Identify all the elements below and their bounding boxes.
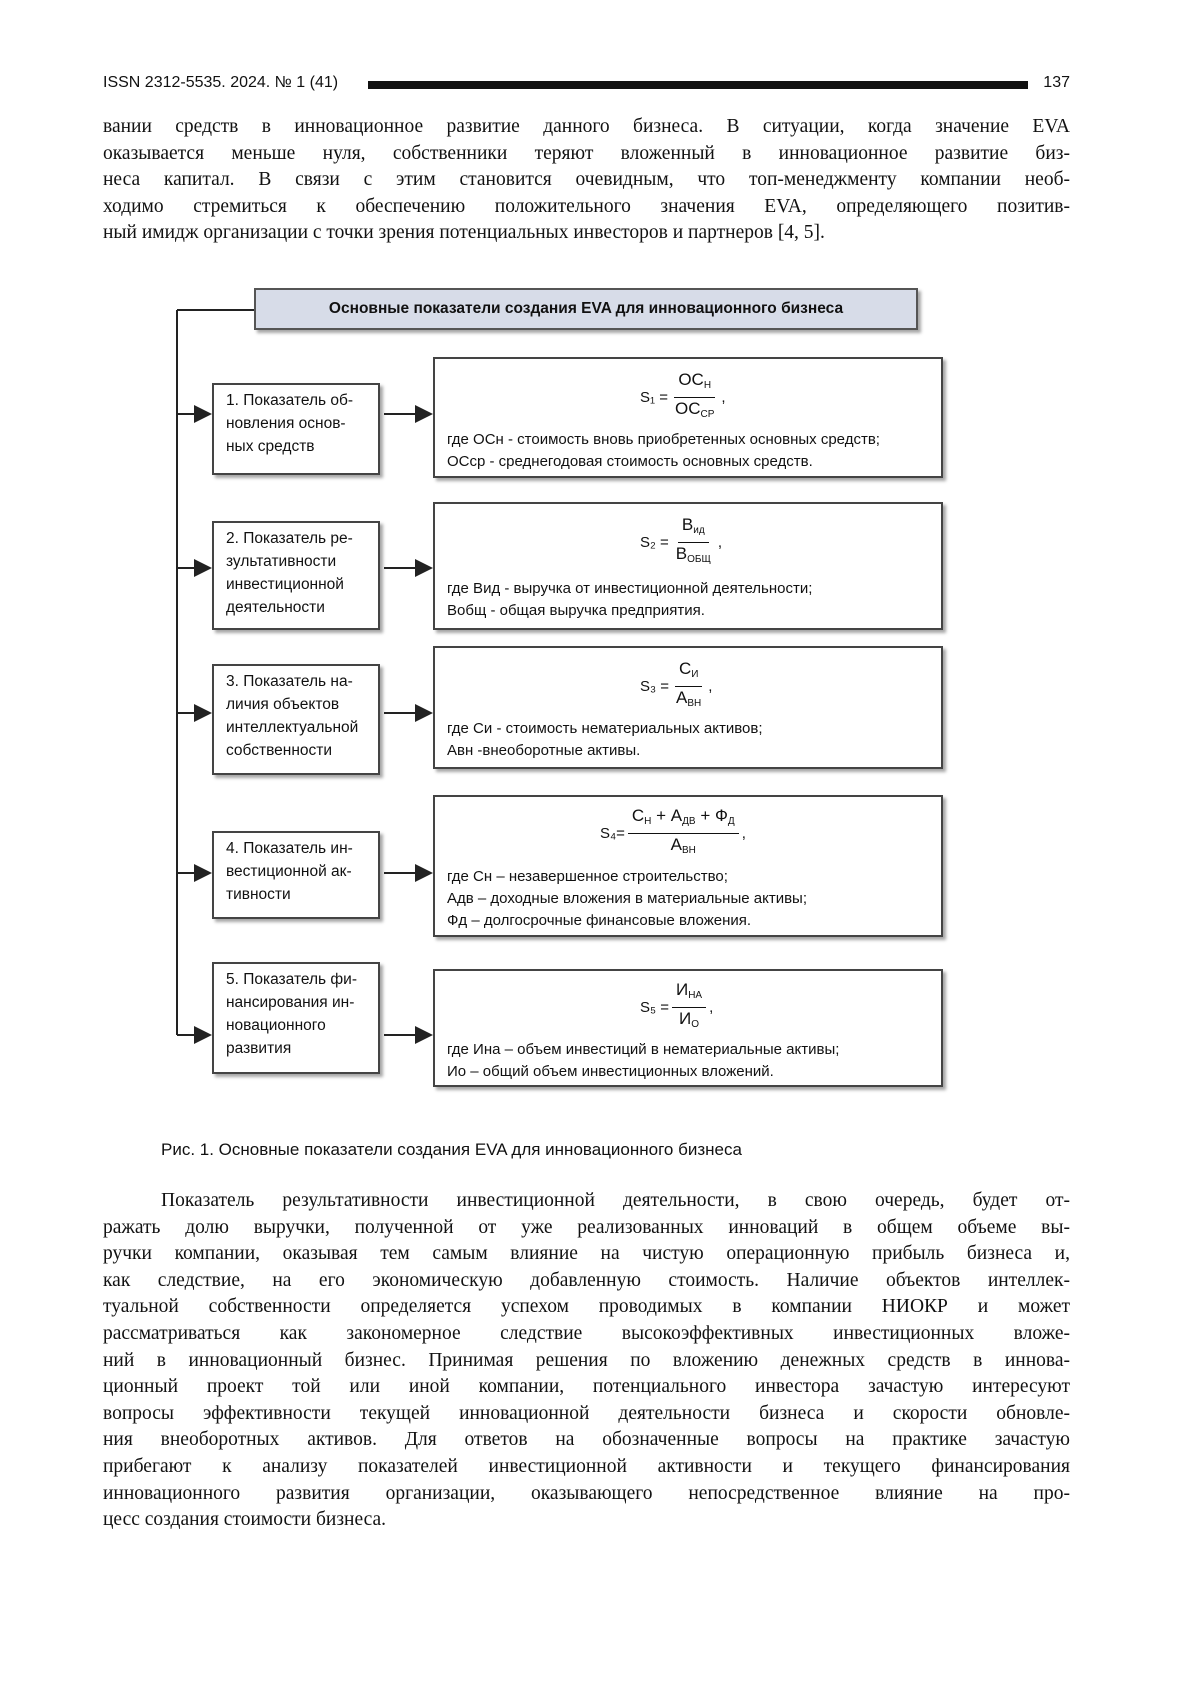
formula-numerator-sub: И	[691, 669, 699, 680]
formula-numerator: С	[631, 806, 645, 825]
text-line: ражать долю выручки, полученной от уже реализованных инноваций в общем объеме вы-	[103, 1216, 1070, 1238]
description-line: Фд – долгосрочные финансовые вложения.	[447, 912, 752, 929]
description-line: где Ина – объем инвестиций в нематериальные активы;	[447, 1041, 840, 1058]
formula-s3	[640, 658, 712, 715]
formula-denominator: А	[670, 835, 682, 854]
body-paragraph	[103, 1188, 1070, 1534]
formula-denominator-sub: СР	[700, 409, 715, 420]
label-line: вестиционной ак-	[226, 863, 352, 880]
text-line: как следствие, на его экономическую добавленную стоимость. Наличие объектов интеллек-	[103, 1269, 1070, 1291]
formula-lhs: S₂ =	[640, 533, 669, 551]
label-line: новационного	[226, 1017, 326, 1034]
label-line: 2. Показатель ре-	[226, 530, 353, 547]
description-line: Адв – доходные вложения в материальные активы;	[447, 890, 807, 907]
text-line: ционный проект той или иной компании, потенциального инвестора зачастую интересуют	[103, 1376, 1070, 1398]
formula-denominator-sub: О	[691, 1019, 700, 1030]
label-line: 5. Показатель фи-	[226, 971, 357, 988]
formula-numerator-sub: Д	[727, 816, 735, 827]
description-line: где Вид - выручка от инвестиционной деятельности;	[447, 580, 813, 597]
indicator-label-2	[212, 521, 380, 630]
figure-title-box: Основные показатели создания EVA для инновационного бизнеса	[254, 288, 918, 330]
description-line: где ОСн - стоимость вновь приобретенных основных средств;	[447, 431, 880, 448]
text-line: цесс создания стоимости бизнеса.	[103, 1509, 387, 1531]
indicator-label-3	[212, 664, 380, 775]
formula-description	[447, 1039, 839, 1083]
indicator-formula-1	[433, 357, 943, 478]
formula-numerator-term: + Ф	[700, 806, 728, 825]
label-line: 1. Показатель об-	[226, 392, 354, 409]
formula-numerator-term: + А	[656, 806, 683, 825]
indicator-formula-5	[433, 969, 943, 1087]
formula-s5	[640, 979, 713, 1036]
formula-numerator-sub: Н	[703, 380, 712, 391]
description-line: ОСср - среднегодовая стоимость основных средств.	[447, 453, 813, 470]
text-line: туальной собственности определяется успехом проводимых в компании НИОКР и может	[103, 1296, 1070, 1318]
label-line: развития	[226, 1040, 292, 1057]
text-line: ния внеоборотных активов. Для ответов на обозначенные вопросы на практике зачастую	[103, 1429, 1070, 1451]
figure-caption: Рис. 1. Основные показатели создания EVA для инновационного бизнеса	[161, 1140, 742, 1159]
indicator-label-5	[212, 962, 380, 1074]
text-line: рассматриваться как закономерное следствие высокоэффективных инвестиционных вложе-	[103, 1322, 1070, 1344]
text-line: инновационного развития организации, оказывающего непосредственное влияние на про-	[103, 1482, 1070, 1504]
label-line: 4. Показатель ин-	[226, 840, 353, 857]
formula-numerator: ОС	[678, 370, 704, 389]
label-line: ных средств	[226, 438, 315, 455]
text-line: прибегают к анализу показателей инвестиционной активности и текущего финансирования	[103, 1455, 1070, 1477]
text-line: ний в инновационный бизнес. Принимая решения по вложению денежных средств в иннова-	[103, 1349, 1070, 1371]
description-line: Вобщ - общая выручка предприятия.	[447, 602, 705, 619]
formula-suffix: ,	[708, 677, 713, 695]
label-line: 3. Показатель на-	[226, 673, 353, 690]
formula-s4	[600, 805, 746, 862]
formula-denominator-sub: ОБЩ	[687, 554, 711, 565]
formula-suffix: ,	[709, 998, 714, 1016]
text-line: ный имидж организации с точки зрения потенциальных инвесторов и партнеров [4, 5].	[103, 222, 825, 244]
formula-numerator: С	[678, 659, 692, 678]
formula-lhs: S₃ =	[640, 677, 670, 695]
formula-numerator: В	[681, 515, 694, 534]
text-line: вопросы эффективности текущей инновационной деятельности бизнеса и скорости обновле-	[103, 1402, 1070, 1424]
label-line: деятельности	[226, 599, 325, 616]
label-line: нансирования ин-	[226, 994, 355, 1011]
formula-description	[447, 429, 880, 473]
label-line: тивности	[226, 886, 291, 903]
formula-denominator: И	[679, 1009, 692, 1028]
formula-description	[447, 718, 763, 762]
formula-numerator-sub: ДВ	[682, 816, 696, 827]
text-line: Показатель результативности инвестиционной деятельности, в свою очередь, будет от-	[161, 1190, 1070, 1211]
formula-s1	[640, 369, 726, 426]
formula-suffix: ,	[717, 533, 722, 551]
description-line: Авн -внеоборотные активы.	[447, 742, 641, 759]
text-line: вании средств в инновационное развитие данного бизнеса. В ситуации, когда значение EVA	[103, 116, 1070, 137]
label-line: новления основ-	[226, 415, 346, 432]
formula-numerator-sub: Н	[644, 816, 652, 827]
formula-numerator-sub: ид	[693, 525, 705, 536]
formula-suffix: ,	[741, 824, 746, 842]
label-line: инвестиционной	[226, 576, 344, 593]
formula-description	[447, 866, 807, 932]
formula-s2	[640, 514, 722, 571]
indicator-formula-4	[433, 795, 943, 937]
page-number: 137	[1043, 74, 1070, 91]
formula-suffix: ,	[721, 388, 726, 406]
text-line: ходимо стремиться к обеспечению положительного значения EVA, определяющего позитив-	[103, 195, 1070, 217]
formula-denominator-sub: ВН	[682, 845, 696, 856]
formula-numerator-sub: НА	[688, 990, 703, 1001]
indicator-label-1	[212, 383, 380, 475]
formula-description	[447, 578, 812, 622]
indicator-formula-3	[433, 646, 943, 769]
label-line: интеллектуальной	[226, 719, 359, 736]
formula-lhs: S₅ =	[640, 998, 669, 1016]
label-line: зультативности	[226, 553, 337, 570]
formula-denominator: ОС	[675, 399, 701, 418]
formula-numerator: И	[675, 980, 689, 999]
label-line: собственности	[226, 742, 333, 759]
formula-lhs: S₄=	[600, 824, 625, 842]
description-line: Ио – общий объем инвестиционных вложений.	[447, 1063, 774, 1080]
text-line: оказывается меньше нуля, собственники теряют вложенный в инновационное развитие биз-	[103, 142, 1070, 164]
indicator-formula-2	[433, 502, 943, 630]
formula-denominator: А	[676, 688, 688, 707]
formula-denominator: В	[675, 544, 688, 563]
indicator-label-4	[212, 831, 380, 919]
description-line: где Сн – незавершенное строительство;	[447, 868, 728, 885]
formula-lhs: S₁ =	[640, 388, 668, 406]
label-line: личия объектов	[226, 696, 340, 713]
text-line: неса капитал. В связи с этим становится очевидным, что топ-менеджменту компании необ-	[103, 169, 1070, 191]
text-line: ручки компании, оказывая тем самым влияние на чистую операционную прибыль бизнеса и,	[103, 1243, 1070, 1265]
journal-issn: ISSN 2312-5535. 2024. № 1 (41)	[103, 74, 339, 91]
formula-denominator-sub: ВН	[687, 698, 702, 709]
description-line: где Си - стоимость нематериальных активов;	[447, 720, 763, 737]
